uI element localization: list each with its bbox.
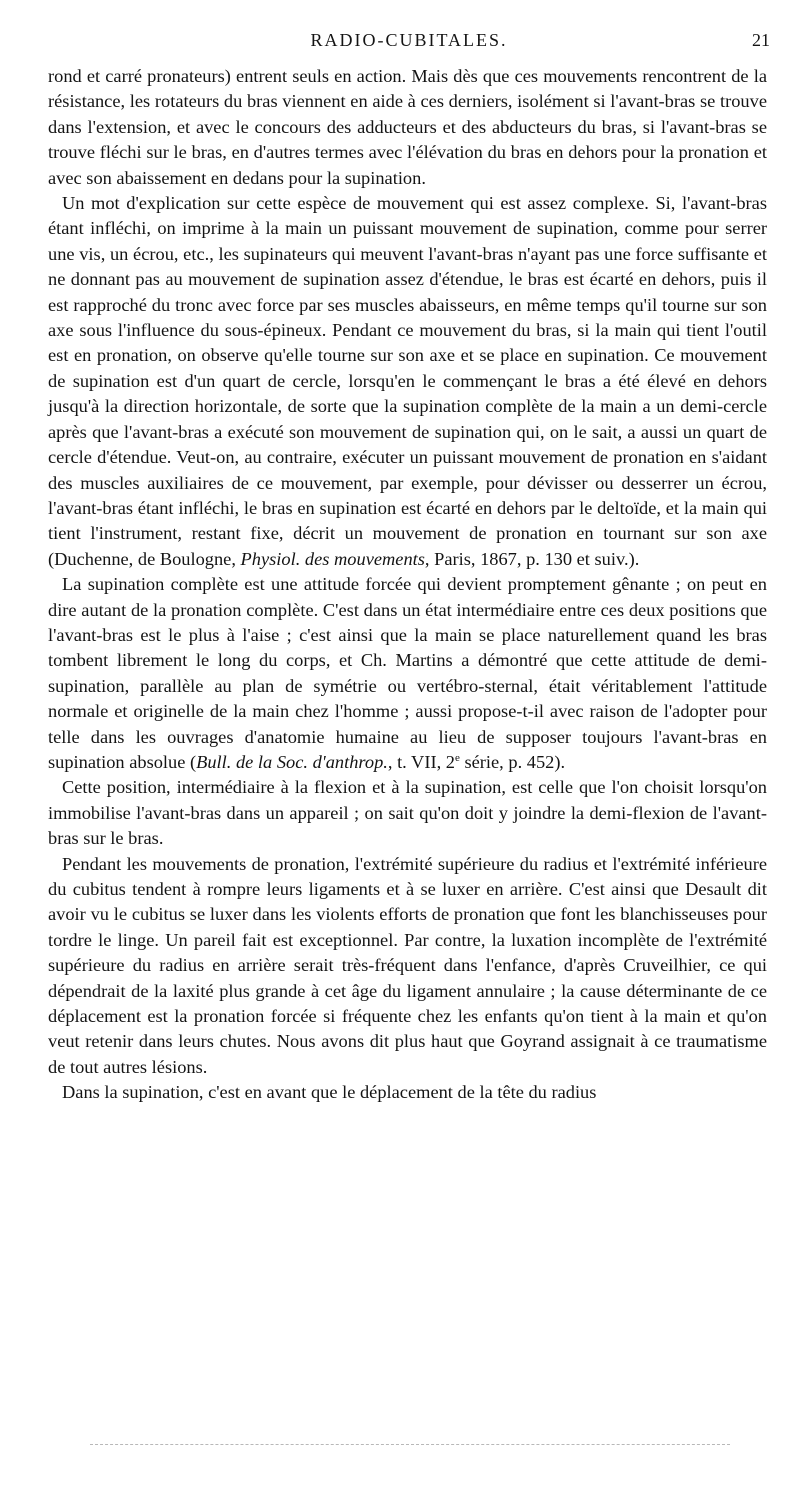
text-run: Cette position, intermédiaire à la flexion et à la supination, est celle que l'on choisit lorsqu'on immobilise l'avant-bras dans un appareil ; on sait qu'on doit y joindre la demi-flexion de l'avant-bras sur le bras. (48, 777, 767, 849)
italic-citation: Bull. de la Soc. d'anthrop. (196, 751, 388, 772)
page-number: 21 (752, 30, 770, 50)
paragraph (48, 191, 767, 572)
paragraph (48, 64, 767, 191)
text-run: Un mot d'explication sur cette espèce de mouvement qui est assez complexe. Si, l'avant-bras étant infléchi, on imprime à la main un puissant mouvement de supination, comme pour serrer une vis, un écrou, etc., les supinateurs qui meuvent l'avant-bras n'ayant pas une force suffisante et ne donnant pas au mouvement de supination assez d'étendue, le bras est écarté en dehors, puis il est rapproché du tronc avec force par ses muscles abaisseurs, en même temps qu'il tourne sur son axe sous l'influence du sous-épineux. Pendant ce mouvement du bras, si la main qui tient l'outil est en pronation, on observe qu'elle tourne sur son axe et se place en supination. Ce mouvement de supination est d'un quart de cercle, lorsqu'en le commençant le bras a été élevé en dehors jusqu'à la direction horizontale, de sorte que la supination complète de la main a un demi-cercle après que l'avant-bras a exécuté son mouvement de supination qui, on le sait, a aussi un quart de cercle d'étendue. Veut-on, au contraire, exécuter un puissant mouvement de pronation en s'aidant des muscles auxiliaires de ce mouvement, par exemple, pour dévisser ou desserrer un écrou, l'avant-bras étant infléchi, le bras en supination est écarté en dehors par le deltoïde, et la main qui tient l'instrument, restant fixe, décrit un mouvement de pronation en tournant sur son axe (Duchenne, de Boulogne, (48, 193, 767, 569)
text-run: Pendant les mouvements de pronation, l'extrémité supérieure du radius et l'extrémité inférieure du cubitus tendent à rompre leurs ligaments et à se luxer en arrière. C'est ainsi que Desault dit avoir vu le cubitus se luxer dans les violents efforts de pronation que font les blanchisseuses pour tordre le linge. Un pareil fait est exceptionnel. Par contre, la luxation incomplète de l'extrémité supérieure du radius en arrière serait très-fréquent dans l'enfance, d'après Cruveilhier, ce qui dépendrait de la laxité plus grande à cet âge du ligament annulaire ; la cause déterminante de ce déplacement est la pronation forcée si fréquente chez les enfants qu'on tient à la main et qu'on veut retenir dans leurs chutes. Nous avons dit plus haut que Goyrand assignait à ce traumatisme de tout autres lésions. (48, 853, 767, 1077)
italic-citation: Physiol. des mouvements (240, 548, 425, 569)
paragraph (48, 775, 767, 851)
text-run: Dans la supination, c'est en avant que le déplacement de la tête du radius (62, 1082, 597, 1103)
running-head (48, 26, 770, 54)
footer-rule (90, 1444, 730, 1445)
text-run: série, p. 452). (459, 751, 566, 772)
text-run: La supination complète est une attitude forcée qui devient promptement gênante ; on peut en dire autant de la pronation complète. C'est dans un état intermédiaire entre ces deux positions que l'avant-bras est le plus à l'aise ; c'est ainsi que la main se place naturellement quand les bras tombent librement le long du corps, et Ch. Martins a démontré que cette attitude de demi-supination, parallèle au plan de symétrie ou vertébro-sternal, était véritablement l'attitude normale et originelle de la main chez l'homme ; aussi propose-t-il avec raison de l'adopter pour telle dans les ouvrages d'anatomie humaine au lieu de supposer toujours l'avant-bras en supination absolue ( (48, 574, 767, 772)
text-run: , Paris, 1867, p. 130 et suiv.). (424, 548, 640, 569)
text-run: , t. VII, 2 (387, 751, 455, 772)
text-run: rond et carré pronateurs) entrent seuls en action. Mais dès que ces mouvements rencontrent de la résistance, les rotateurs du bras viennent en aide à ces derniers, isolément si l'avant-bras se trouve dans l'extension, et avec le concours des adducteurs et des abducteurs du bras, si l'avant-bras se trouve fléchi sur le bras, en d'autres termes avec l'élévation du bras en dehors pour la pronation et avec son abaissement en dedans pour la supination. (48, 66, 767, 188)
paragraph (48, 1080, 767, 1105)
body-text (48, 64, 767, 1106)
paragraph (48, 852, 767, 1081)
paragraph (48, 572, 767, 775)
running-title: RADIO-CUBITALES. (310, 30, 508, 50)
superscript: e (454, 751, 460, 764)
